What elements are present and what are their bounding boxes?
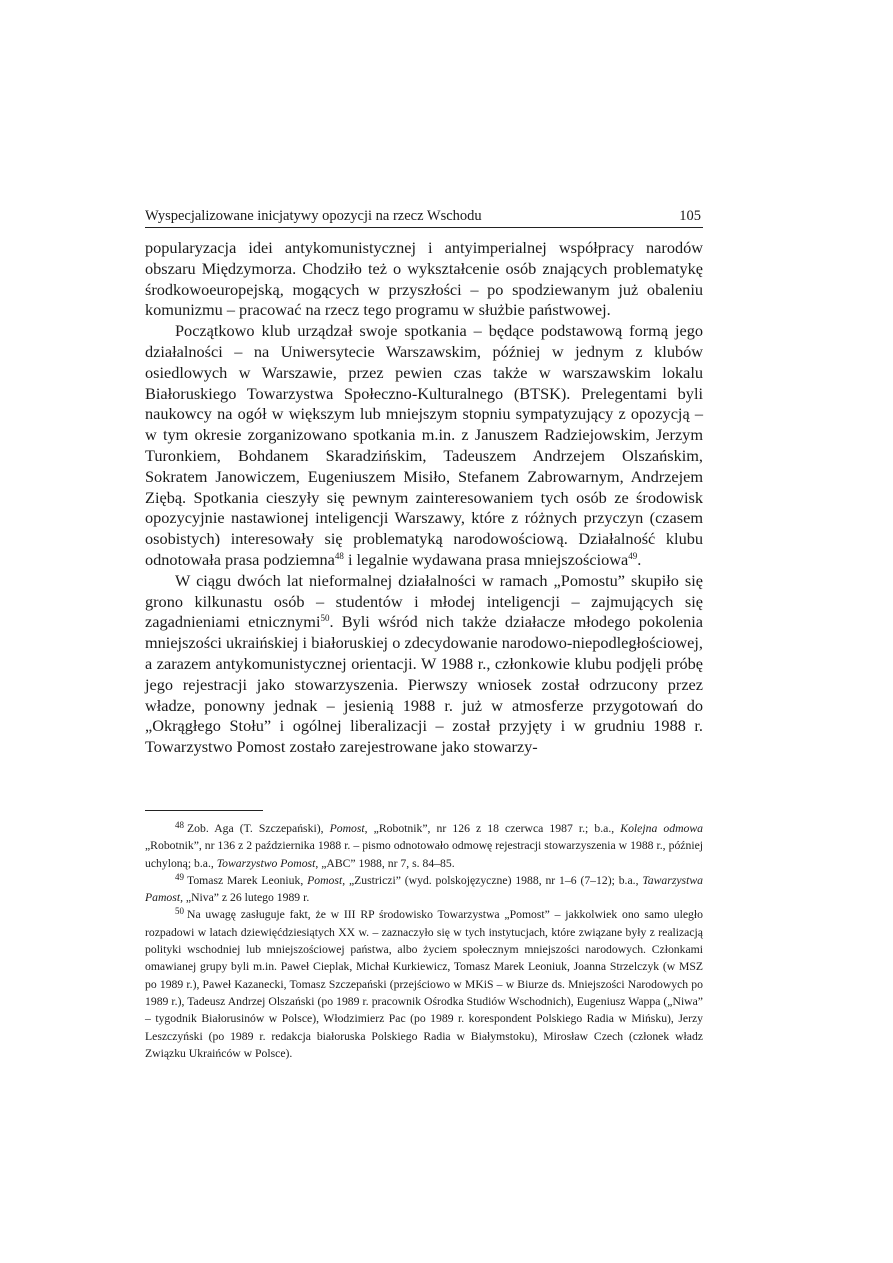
paragraph-3-text-a: W ciągu dwóch lat nieformalnej działalności w ramach „Pomostu” skupiło się grono kilkunastu osób – studentów i młodej inteligencji – zajmujących się zagadnieniami etnicznymi [145, 570, 703, 632]
footnote-49-text: , „Zustriczi” (wyd. polskojęzyczne) 1988, nr 1–6 (7–12); b.a., [342, 873, 643, 887]
footnote-50-number: 50 [175, 906, 184, 917]
page-number: 105 [679, 208, 701, 224]
footnote-50 [145, 906, 703, 1062]
footnote-48 [145, 820, 703, 872]
paragraph-3 [145, 571, 703, 758]
footnotes [145, 820, 703, 1062]
footnote-49-title-2: Tawarzystwa Pamost [145, 873, 703, 905]
footnote-48-title-2: Kolejna odmowa [620, 822, 703, 835]
paragraph-2-text-a: Początkowo klub urządzał swoje spotkania – będące podstawową formą jego działalności – na Uniwersytecie Warszawskim, później w jednym z klubów osiedlowych w Warszawie, przez pewien czas także w warszawskim lokalu Białoruskiego Towarzystwa Społeczno-Kulturalnego (BTSK). Prelegentami byli naukowcy na ogół w większym lub mniejszym stopniu sympatyzujący z opozycją – w tym okresie zorganizowano spotkania m.in. z Januszem Radziejowskim, Jerzym Turonkiem, Bohdanem Skaradzińskim, Tadeuszem Andrzejem Olszańskim, Sokratem Janowiczem, Eugeniuszem Misiło, Stefanem Zabrowarnym, Andrzejem Ziębą. Spotkania cieszyły się pewnym zainteresowaniem tych osób ze środowisk opozycyjnie nastawionej inteligencji Warszawy, które z różnych przyczyn (czasem osobistych) interesowały się problematyką narodowościową. Działalność klubu odnotowała prasa podziemna [145, 321, 703, 569]
footnote-48-number: 48 [175, 820, 184, 830]
footnote-ref-49: 49 [628, 550, 638, 561]
footnote-49-number: 49 [175, 871, 184, 882]
footnote-48-text: , „Robotnik”, nr 126 z 18 czerwca 1987 r.; b.a., [364, 822, 621, 835]
footnote-ref-50: 50 [320, 613, 330, 624]
footnote-ref-48: 48 [334, 550, 344, 561]
footnote-48-text: , „ABC” 1988, nr 7, s. 84–85. [315, 856, 455, 870]
footnote-48-title-3: Towarzystwo Pomost [216, 856, 316, 870]
paragraph-2 [145, 321, 703, 571]
running-title: Wyspecjalizowane inicjatywy opozycji na rzecz Wschodu [145, 208, 482, 224]
paragraph-1: popularyzacja idei antykomunistycznej i antyimperialnej współpracy narodów obszaru Międzymorza. Chodziło też o wykształcenie osób znających problematykę środkowoeuropejską, mogących w przyszłości – po spodziewanym już obaleniu komunizmu – pracować na rzecz tego programu w służbie państwowej. [145, 238, 703, 320]
footnote-separator [145, 810, 263, 811]
paragraph-2-text-b: i legalnie wydawana prasa mniejszościowa [343, 549, 629, 569]
footnote-48-text: Zob. Aga (T. Szczepański), [187, 822, 330, 835]
paragraph-3-text-b: . Byli wśród nich także działacze młodego pokolenia mniejszości ukraińskiej i białoruskiej o zdecydowanie narodowo-niepodległościowej, a zarazem antykomunistycznej orientacji. W 1988 r., członkowie klubu podjęli próbę jego rejestracji jako stowarzyszenia. Pierwszy wniosek został odrzucony przez władze, ponowny jednak – jesienią 1988 r. już w atmosferze przygotowań do „Okrągłego Stołu” i ogólnej liberalizacji – został przyjęty i w grudniu 1988 r. Towarzystwo Pomost zostało zarejestrowane jako stowarzy- [145, 612, 703, 757]
main-text [145, 238, 703, 758]
footnote-50-text: Na uwagę zasługuje fakt, że w III RP środowisko Towarzystwa „Pomost” – jakkolwiek ono samo uległo rozpadowi w latach dziewięćdziesiątych XX w. – zaznaczyło się w tych instytucjach, które związane były z realizacją polityki wschodniej lub mniejszościowej państwa, albo życiem społecznym mniejszości narodowych. Członkami omawianej grupy byli m.in. Paweł Cieplak, Michał Kurkiewicz, Tomasz Marek Leoniuk, Joanna Strzelczyk (w MSZ po 1989 r.), Paweł Kazanecki, Tomasz Szczepański (przejściowo w MKiS – w Biurze ds. Mniejszości Narodowych po 1989 r.), Tadeusz Andrzej Olszański (po 1989 r. pracownik Ośrodka Studiów Wschodnich), Eugeniusz Wappa („Niwa” – tygodnik Białorusinów w Polsce), Włodzimierz Pac (po 1989 r. korespondent Polskiego Radia w Mińsku), Jerzy Leszczyński (po 1989 r. redakcja białoruska Polskiego Radia w Białymstoku), Mirosław Czech (członek władz Związku Ukraińców w Polsce). [145, 908, 703, 1060]
paragraph-2-text-c: . [637, 549, 642, 569]
footnote-49-text: , „Niva” z 26 lutego 1989 r. [180, 891, 310, 905]
footnote-49-title-1: Pomost [307, 873, 343, 887]
footnote-49 [145, 872, 703, 907]
footnote-49-text: Tomasz Marek Leoniuk, [187, 873, 308, 887]
footnote-48-text: „Robotnik”, nr 136 z 2 października 1988 r. – pismo odnotowało odmowę rejestracji stowarzyszenia w 1988 r., później uchyloną; b.a., [145, 839, 703, 870]
running-header [145, 205, 703, 228]
footnote-48-title-1: Pomost [329, 822, 365, 835]
